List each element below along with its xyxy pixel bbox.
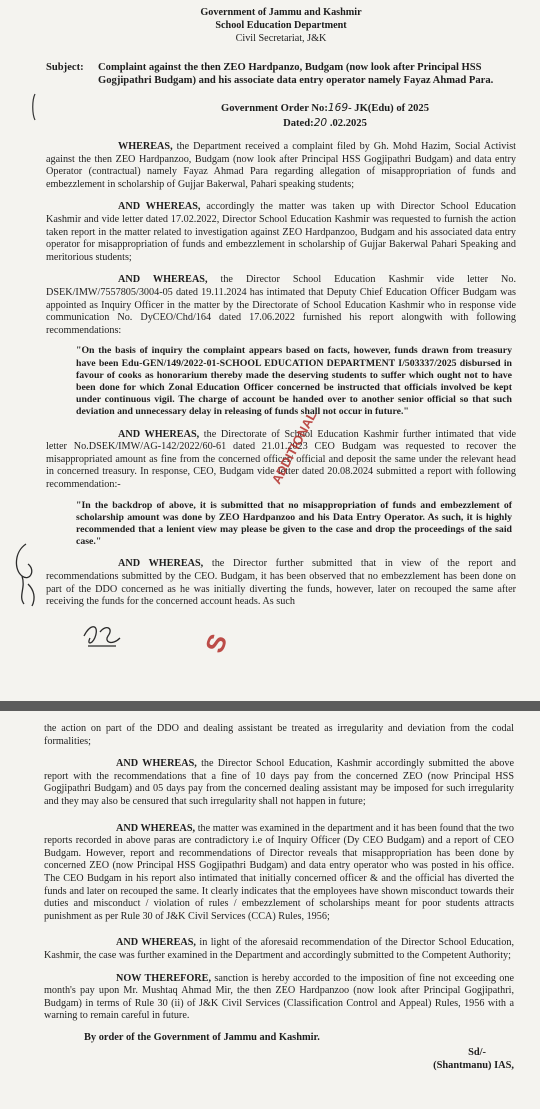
paragraph-5-lead: AND WHEREAS, bbox=[118, 558, 204, 570]
paragraph-2 bbox=[46, 201, 516, 264]
paragraph-5 bbox=[46, 558, 516, 608]
order-prefix: Government Order No: bbox=[220, 103, 328, 114]
subject-text: Complaint against the then ZEO Hardpanzo, Budgam (now look after Principal HSS Gogjipathri Budgam) and his associate data entry operator namely Fayaz Ahmad Para. bbox=[98, 62, 494, 86]
by-order-line: By order of the Government of Jammu and Kashmir. bbox=[84, 1031, 320, 1043]
order-suffix: - JK(Edu) of 2025 bbox=[348, 103, 430, 114]
paragraph-1 bbox=[46, 141, 516, 191]
stamp-fragment: ADDITIONAL bbox=[268, 408, 320, 487]
order-date-rest: .02.2025 bbox=[327, 118, 367, 129]
subject-block bbox=[46, 61, 516, 87]
paragraph-4-text: the Directorate of School Education Kashmir further intimated that vide letter No.DSEK/IMW/AG-142/2022/60-61 dated 21.01.2023 CEO Budgam was requested to recover the misappropriated amount as fine from the concerned officer/ official and deposit the same under the relevant head in concerned treasury. In response, CEO, Budgam vide letter dated 20.08.2024 submitted a report with following recommendation:- bbox=[46, 428, 516, 490]
paragraph-9 bbox=[44, 973, 514, 1023]
paragraph-2-text: accordingly the matter was taken up with Director School Education Kashmir and vide letter dated 17.02.2022, Director School Education Kashmir was requested to furnish the action taken report in the matter related to investigation against ZEO Hardpanzoo, Budgam and his associated data entry operator for misappropriation of funds and embezzlement in scholarship of Gujjar Bakerwal Pahari Speaking and meritorious students; bbox=[46, 201, 516, 263]
quote-ceo-recommendation: "In the backdrop of above, it is submitted that no misappropriation of funds and embezzlement of scholarship amount was done by ZEO Hardpanzoo and his Data Entry Operator. As such, it is highly recommended that a lenient view may please be given to the case and drop the proceedings of the said case." bbox=[76, 499, 512, 548]
paragraph-8-text: in light of the aforesaid recommendation of the Director School Education, Kashmir, the case was further examined in the Department and accordingly submitted to the Competent Authority; bbox=[44, 937, 514, 961]
order-number-handwritten: 169 bbox=[327, 102, 349, 114]
paragraph-1-lead: WHEREAS, bbox=[118, 141, 173, 152]
subject-label: Subject: bbox=[46, 62, 84, 73]
signatory-name: (Shantmanu) IAS, bbox=[433, 1059, 514, 1071]
paragraph-3-text: the Director School Education Kashmir vide letter No. DSEK/IMW/7557805/3004-05 dated 19.11.2024 has intimated that Deputy Chief Education Officer Budgam was appointed as Inquiry Officer in the matter by the Directorate of School Education Kashmir who in response vide communication No. DyCEO/Chd/164 dated 17.06.2022 furnished his report alongwith with following recommendations: bbox=[46, 274, 516, 336]
paragraph-4-lead: AND WHEREAS, bbox=[118, 428, 200, 440]
paragraph-8 bbox=[44, 937, 514, 962]
paragraph-7-lead: AND WHEREAS, bbox=[116, 822, 196, 834]
header-government: Government of Jammu and Kashmir bbox=[200, 7, 362, 18]
handwritten-initials-2 bbox=[80, 618, 126, 652]
paragraph-6-text: the Director School Education, Kashmir accordingly submitted the above report with the recommendations that a fine of 10 days pay from the concerned ZEO (now Principal HSS Gogjipathri Budgam) and 05 days pay from the concerned dealing assistant may be imposed for such irregularity and they may also be censured that such irregularity shall not happen in future; bbox=[44, 758, 514, 807]
margin-bracket-mark bbox=[30, 92, 38, 122]
order-number-line bbox=[46, 101, 516, 131]
paragraph-7-text: the matter was examined in the department and it has been found that the two reports recorded in above paras are contradictory i.e of Inquiry Officer (Dy CEO Budgam) and a report of CEO Budgam. However, report and recommendations of Director reveals that misappropriation has been done by concerned ZEO (now Principal HSS Gogjipathri Budgam) and data entry operator who was posted in his office. The CEO Budgam in his report also intimated that initially concerned officer & and the official has diverted the funds and later on recouped the same. It clearly indicates that the employees have shown misconduct towards their duties and misconduct / violation of rules / embezzlement of scholarships meant for poor students attracts punishment as per Rule 30 of J&K Civil Services (CCA) Rules, 1956; bbox=[44, 822, 514, 922]
header-department: School Education Department bbox=[215, 20, 347, 31]
handwritten-initials-1 bbox=[8, 540, 42, 610]
paragraph-6 bbox=[44, 758, 514, 808]
paragraph-3-lead: AND WHEREAS, bbox=[118, 274, 208, 286]
header-address: Civil Secretariat, J&K bbox=[235, 33, 327, 44]
paragraph-5-text: the Director further submitted that in view of the report and recommendations submitted by the CEO. Budgam, it has been observed that no embezzlement has been done on part of the DDO concerned as he was initially diverting the funds, however, later on recouped the same after receiving the funds for the concerned account heads. As such bbox=[46, 558, 516, 608]
paragraph-9-text: sanction is hereby accorded to the imposition of fine not exceeding one month's pay upon Mr. Mushtaq Ahmad Mir, the then ZEO Hardpanzoo (now look after Principal Gogjipathri, Budgam) in terms of Rule 30 (ii) of J&K Civil Services (Classification Control and Appeal) Rules, 1956 with a warning to remain careful in future. bbox=[44, 972, 514, 1022]
paragraph-6-lead: AND WHEREAS, bbox=[116, 758, 197, 770]
signature-sd: Sd/- bbox=[468, 1046, 486, 1058]
paragraph-2-lead: AND WHEREAS, bbox=[118, 201, 201, 213]
paragraph-8-lead: AND WHEREAS, bbox=[116, 937, 196, 949]
paragraph-5-continued: the action on part of the DDO and dealing assistant be treated as irregularity and deviation from the codal formalities; bbox=[44, 723, 514, 747]
document-page-2 bbox=[0, 711, 540, 1109]
paragraph-3 bbox=[46, 274, 516, 337]
stamp-letter-s: S bbox=[199, 629, 234, 657]
order-date-prefix: Dated: bbox=[283, 118, 314, 129]
order-date-day-handwritten: 20 bbox=[313, 117, 328, 129]
paragraph-9-lead: NOW THEREFORE, bbox=[116, 972, 211, 984]
paragraph-1-text: the Department received a complaint filed by Gh. Mohd Hazim, Social Activist against the then ZEO Hardpanzoo, Budgam (now look after Principal HSS Gogjipathri Budgam) and data entry Operator (contractual) namely Fayaz Ahmad Para regarding allegation of misappropriation of funds and embezzlement in scholarship of Gujjar Bakerwal, Pahari speaking students; bbox=[46, 141, 516, 190]
paragraph-7 bbox=[44, 823, 514, 924]
quote-inquiry-recommendation: "On the basis of inquiry the complaint appears based on facts, however, funds drawn from treasury have been Edu-GEN/149/2022-01-SCHOOL EDUCATION DEPARTMENT I/503337/2025 disbursed in favour of cooks as honorarium thereby made the deserving students to suffer which ought not to have been done for which Zonal Education Officer concerned be instructed that officials involved be kept under continuous vigil. The charge of account be handed over to another senior official so that such deviation and unnecessary delay in releasing of funds shall not occur in future." bbox=[76, 345, 512, 418]
